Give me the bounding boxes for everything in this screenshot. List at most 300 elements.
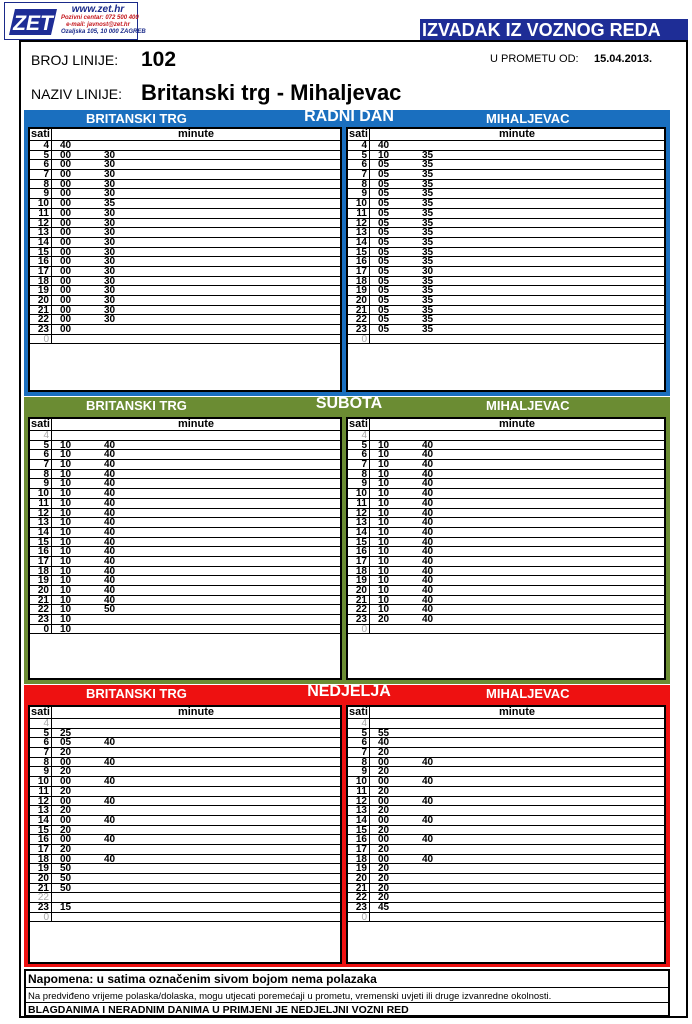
hour-cell: 23 [30,325,52,334]
table-row [30,738,340,748]
minute-cell: 05 [378,304,390,316]
minute-cell: 10 [378,478,390,490]
minute-cell: 30 [104,314,116,326]
hour-cell: 13 [348,806,370,815]
hour-cell: 22 [348,315,370,324]
minute-cell: 40 [422,497,434,509]
minute-cell: 30 [104,188,116,200]
minutes-header: minute [177,128,215,140]
minute-cell: 00 [60,246,72,258]
hour-cell: 16 [348,835,370,844]
minute-cell: 40 [422,449,434,461]
logo-address: Ozaljska 105, 10 000 ZAGREB [61,29,146,35]
hour-cell: 8 [348,470,370,479]
hour-cell: 5 [348,441,370,450]
hour-cell: 4 [348,719,370,728]
minute-cell: 40 [422,853,434,865]
minute-cell: 05 [378,275,390,287]
minute-cell: 00 [60,853,72,865]
table-row [348,738,664,748]
table-row [30,884,340,894]
minute-cell: 20 [60,824,72,836]
table-row [348,450,664,460]
table-row [348,431,664,441]
hour-cell: 10 [30,489,52,498]
hour-cell: 20 [30,874,52,883]
section-left-title: BRITANSKI TRG [86,398,187,413]
hour-cell: 6 [348,160,370,169]
minute-cell: 40 [422,575,434,587]
hour-cell: 19 [348,286,370,295]
table-row [348,826,664,836]
hour-cell: 18 [348,567,370,576]
table-row [30,189,340,199]
hour-cell: 0 [30,913,52,922]
minute-cell: 10 [60,468,72,480]
table-row [348,777,664,787]
minute-cell: 10 [378,585,390,596]
minute-cell: 10 [60,536,72,548]
minute-cell: 35 [422,207,434,219]
minute-cell: 05 [378,324,390,336]
table-row [348,189,664,199]
hour-cell: 19 [30,864,52,873]
minute-cell: 00 [60,188,72,200]
hour-cell: 14 [30,816,52,825]
hours-header: sati [30,419,52,430]
table-row [30,306,340,316]
minute-cell: 30 [104,285,116,297]
hour-cell: 10 [348,199,370,208]
hour-cell: 14 [348,816,370,825]
minute-cell: 20 [60,766,72,778]
hour-cell: 19 [348,576,370,585]
table-row [348,557,664,567]
minute-cell: 10 [60,565,72,577]
minute-cell: 00 [60,198,72,210]
table-row [30,209,340,219]
hour-cell: 8 [348,758,370,767]
table-row [348,460,664,470]
hour-cell: 16 [30,257,52,266]
hour-cell: 22 [30,315,52,324]
hour-cell: 9 [348,189,370,198]
minute-cell: 35 [422,198,434,210]
minute-cell: 20 [60,747,72,759]
table-row [348,257,664,267]
table-row [30,509,340,519]
minute-cell: 10 [378,149,390,161]
minute-cell: 40 [422,468,434,480]
minute-cell: 10 [60,459,72,471]
minute-cell: 30 [104,169,116,181]
minute-cell: 35 [422,314,434,326]
timetable-britanski-trg [28,705,342,964]
table-row [348,767,664,777]
minute-cell: 35 [422,227,434,239]
section-subota [24,397,670,684]
hour-cell: 13 [348,228,370,237]
minute-cell: 40 [378,737,390,749]
hour-cell: 20 [348,586,370,595]
minute-cell: 40 [104,565,116,577]
hour-cell: 11 [348,499,370,508]
minute-cell: 10 [60,526,72,538]
hour-cell: 15 [348,538,370,547]
minute-cell: 05 [378,169,390,181]
minute-cell: 20 [378,747,390,759]
table-row [348,864,664,874]
minute-cell: 20 [378,882,390,894]
section-day-title: NEDJELJA [307,683,391,700]
table-row [30,479,340,489]
minute-cell: 30 [422,265,434,277]
hour-cell: 18 [30,567,52,576]
table-row [348,719,664,729]
minute-cell: 40 [422,546,434,558]
table-row [348,238,664,248]
hour-cell: 17 [348,267,370,276]
minute-cell: 50 [60,882,72,894]
minute-cell: 10 [60,488,72,500]
minute-cell: 20 [378,843,390,855]
table-row [30,470,340,480]
minute-cell: 00 [60,149,72,161]
table-row [348,151,664,161]
minute-cell: 20 [378,785,390,797]
hour-cell: 14 [30,238,52,247]
table-row [348,797,664,807]
timetable-mihaljevac [346,705,666,964]
table-row [30,826,340,836]
table-row [30,219,340,229]
table-row [348,248,664,258]
table-row [348,141,664,151]
hour-cell: 0 [30,625,52,634]
table-row [348,325,664,335]
minute-cell: 40 [104,507,116,519]
minutes-header: minute [498,128,536,140]
hour-cell: 12 [348,797,370,806]
minute-cell: 10 [60,575,72,587]
minute-cell: 40 [422,536,434,548]
line-number-label: BROJ LINIJE: [31,52,119,68]
section-day-title: SUBOTA [315,395,383,412]
minute-cell: 05 [378,207,390,219]
hour-cell: 17 [30,845,52,854]
minute-cell: 35 [422,149,434,161]
table-row [30,806,340,816]
document-banner: IZVADAK IZ VOZNOG REDA [420,19,688,41]
table-row [30,286,340,296]
minute-cell: 05 [378,256,390,268]
minute-cell: 30 [104,275,116,287]
table-row [348,170,664,180]
hour-cell: 8 [348,180,370,189]
table-row [348,228,664,238]
table-row [30,719,340,729]
table-row [30,767,340,777]
hour-cell: 4 [30,431,52,440]
hour-cell: 8 [30,180,52,189]
line-name-label: NAZIV LINIJE: [31,86,123,102]
hour-cell: 7 [30,460,52,469]
section-day-title: RADNI DAN [304,108,394,125]
minute-cell: 40 [104,737,116,749]
minute-cell: 35 [104,198,116,210]
table-row [348,335,664,345]
timetable-mihaljevac [346,417,666,680]
minute-cell: 30 [104,265,116,277]
minute-cell: 40 [422,439,434,451]
hour-cell: 21 [348,306,370,315]
minute-cell: 30 [104,159,116,171]
minute-cell: 40 [104,575,116,587]
table-row [348,596,664,606]
minute-cell: 15 [60,902,72,914]
table-row [30,596,340,606]
hour-cell: 15 [348,248,370,257]
hour-cell: 19 [30,576,52,585]
hour-cell: 7 [30,748,52,757]
minute-cell: 40 [104,834,116,846]
hour-cell: 11 [30,209,52,218]
minute-cell: 20 [378,863,390,875]
hour-cell: 12 [30,219,52,228]
table-row [30,576,340,586]
table-row [348,884,664,894]
table-row [348,758,664,768]
minute-cell: 00 [60,795,72,807]
minute-cell: 50 [60,873,72,884]
hour-cell: 17 [348,557,370,566]
minutes-header: minute [498,418,536,430]
minute-cell: 25 [60,727,72,739]
hour-cell: 8 [30,470,52,479]
minute-cell: 10 [378,507,390,519]
valid-from-date: 15.04.2013. [594,53,653,65]
minute-cell: 40 [104,776,116,788]
hour-cell: 12 [348,219,370,228]
table-row [348,528,664,538]
minute-cell: 40 [422,814,434,826]
minute-cell: 10 [378,459,390,471]
table-row [348,586,664,596]
table-row [348,835,664,845]
table-row [30,325,340,335]
table-row [30,431,340,441]
section-nedjelja [24,685,670,967]
minute-cell: 40 [422,756,434,768]
minute-cell: 30 [104,217,116,229]
hour-cell: 5 [30,151,52,160]
hour-cell: 12 [348,509,370,518]
hour-cell: 15 [30,826,52,835]
minute-cell: 10 [60,585,72,596]
logo-email: e-mail: javnost@zet.hr [66,22,130,28]
table-row [30,180,340,190]
minute-cell: 40 [104,546,116,558]
hour-cell: 9 [30,189,52,198]
section-header [24,685,670,702]
minute-cell: 40 [422,459,434,471]
minute-cell: 40 [422,585,434,596]
minute-cell: 35 [422,256,434,268]
minute-cell: 40 [60,140,72,151]
minute-cell: 00 [60,169,72,181]
hours-header: sati [30,129,52,140]
hour-cell: 18 [348,855,370,864]
minute-cell: 00 [378,776,390,788]
minute-cell: 40 [422,594,434,606]
table-row [30,277,340,287]
table-row [30,835,340,845]
table-row [30,499,340,509]
hour-cell: 21 [30,596,52,605]
table-row [348,518,664,528]
minute-cell: 40 [104,536,116,548]
minute-cell: 30 [104,207,116,219]
table-row [30,518,340,528]
minute-cell: 20 [378,614,390,626]
hour-cell: 21 [30,884,52,893]
table-row [348,748,664,758]
hour-cell: 23 [348,325,370,334]
minute-cell: 20 [378,766,390,778]
table-row [30,315,340,325]
hour-cell: 18 [348,277,370,286]
table-row [348,306,664,316]
hour-cell: 16 [30,835,52,844]
table-row [348,160,664,170]
minute-cell: 00 [60,295,72,306]
table-row [348,855,664,865]
minute-cell: 40 [104,468,116,480]
hour-cell: 9 [348,767,370,776]
table-row [30,625,340,635]
minutes-header: minute [498,706,536,718]
minute-cell: 05 [378,265,390,277]
hour-cell: 20 [348,296,370,305]
logo-url: www.zet.hr [71,4,125,15]
table-row [348,605,664,615]
table-row [348,180,664,190]
hour-cell: 9 [30,767,52,776]
hour-cell: 18 [30,855,52,864]
table-row [348,893,664,903]
table-row [30,160,340,170]
table-header [30,707,340,719]
minute-cell: 40 [104,756,116,768]
minute-cell: 10 [378,536,390,548]
hour-cell: 7 [348,748,370,757]
hour-cell: 0 [348,913,370,922]
minute-cell: 40 [422,776,434,788]
hour-cell: 15 [30,538,52,547]
table-row [348,199,664,209]
minute-cell: 00 [60,756,72,768]
table-row [348,547,664,557]
minute-cell: 55 [378,727,390,739]
zet-logo-mark [7,6,59,38]
minute-cell: 40 [104,795,116,807]
hour-cell: 20 [30,296,52,305]
minute-cell: 30 [104,304,116,316]
hour-cell: 9 [30,479,52,488]
hour-cell: 10 [30,777,52,786]
hour-cell: 21 [348,596,370,605]
hour-cell: 9 [348,479,370,488]
table-row [30,777,340,787]
minute-cell: 05 [378,236,390,248]
minute-cell: 40 [104,585,116,596]
minute-cell: 00 [60,314,72,326]
hour-cell: 11 [348,787,370,796]
table-row [348,615,664,625]
table-row [30,489,340,499]
table-row [348,479,664,489]
section-header [24,397,670,414]
minute-cell: 00 [60,256,72,268]
minute-cell: 00 [378,756,390,768]
table-header [348,129,664,141]
minute-cell: 00 [60,236,72,248]
minute-cell: 40 [104,459,116,471]
valid-from-label: U PROMETU OD: [490,53,579,65]
minute-cell: 40 [422,517,434,529]
hour-cell: 7 [30,170,52,179]
minute-cell: 40 [378,140,390,151]
hour-cell: 22 [30,605,52,614]
hour-cell: 4 [30,719,52,728]
minute-cell: 00 [60,324,72,336]
minute-cell: 40 [422,526,434,538]
table-row [30,605,340,615]
minute-cell: 40 [104,497,116,509]
minute-cell: 05 [378,159,390,171]
minute-cell: 10 [378,449,390,461]
section-header [24,110,670,127]
minute-cell: 50 [60,863,72,875]
table-row [30,567,340,577]
minutes-header: minute [177,418,215,430]
table-row [348,470,664,480]
minute-cell: 10 [60,594,72,606]
hour-cell: 23 [30,903,52,912]
hour-cell: 20 [348,874,370,883]
minute-cell: 05 [378,178,390,190]
footer-notes [24,969,670,1017]
table-row [348,538,664,548]
hour-cell: 4 [348,431,370,440]
table-row [348,509,664,519]
minute-cell: 40 [104,526,116,538]
section-left-title: BRITANSKI TRG [86,686,187,701]
minute-cell: 30 [104,295,116,306]
hour-cell: 10 [348,489,370,498]
minute-cell: 40 [104,488,116,500]
minute-cell: 30 [104,178,116,190]
minute-cell: 20 [378,873,390,884]
table-row [30,855,340,865]
minute-cell: 05 [378,198,390,210]
minute-cell: 10 [378,594,390,606]
table-row [30,864,340,874]
minute-cell: 40 [422,565,434,577]
table-row [30,238,340,248]
minute-cell: 05 [378,217,390,229]
minute-cell: 20 [60,843,72,855]
